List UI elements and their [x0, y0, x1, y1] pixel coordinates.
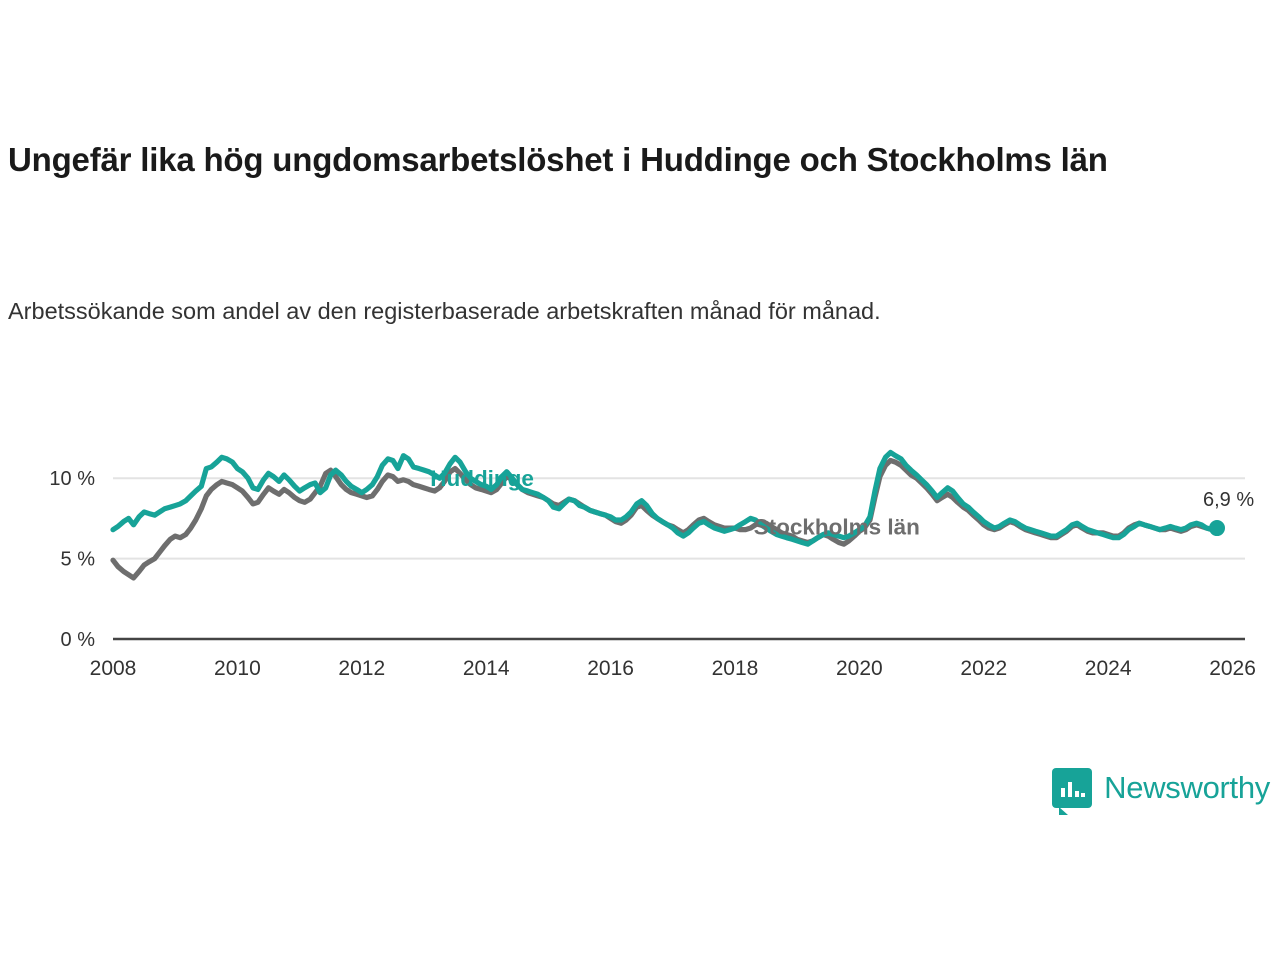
page-subtitle: Arbetssökande som andel av den registerbaserade arbetskraften månad för månad. — [8, 298, 881, 324]
y-axis-tick-label: 0 % — [60, 629, 95, 651]
x-axis-tick-label: 2012 — [338, 657, 386, 680]
brand-footer — [1052, 768, 1270, 808]
x-axis-tick-label: 2016 — [587, 657, 634, 680]
x-axis-tick-label: 2010 — [214, 657, 261, 680]
brand-name: Newsworthy — [1104, 770, 1270, 805]
x-axis-tick-label: 2024 — [1084, 657, 1132, 680]
page-title: Ungefär lika hög ungdomsarbetslöshet i Huddinge och Stockholms län — [8, 141, 1108, 178]
x-axis-tick-label: 2020 — [836, 657, 883, 680]
bar-chart-speech-bubble-icon — [1052, 768, 1092, 808]
x-axis-tick-label: 2008 — [89, 657, 137, 680]
chart-container — [0, 420, 1280, 710]
line-chart — [0, 420, 1280, 710]
series-line-1 — [113, 452, 1217, 544]
end-value-label: 6,9 % — [1203, 489, 1255, 512]
x-axis-tick-label: 2018 — [711, 657, 759, 680]
x-axis-tick-label: 2014 — [462, 657, 510, 680]
series-annotation-1: Huddinge — [430, 466, 534, 492]
x-axis-tick-label: 2022 — [960, 657, 1008, 680]
end-point-marker — [1209, 520, 1225, 536]
y-axis-tick-label: 10 % — [49, 468, 95, 491]
y-axis-tick-label: 5 % — [60, 548, 95, 571]
x-axis-tick-label: 2026 — [1209, 657, 1256, 680]
series-annotation-2: Stockholms län — [753, 514, 920, 540]
